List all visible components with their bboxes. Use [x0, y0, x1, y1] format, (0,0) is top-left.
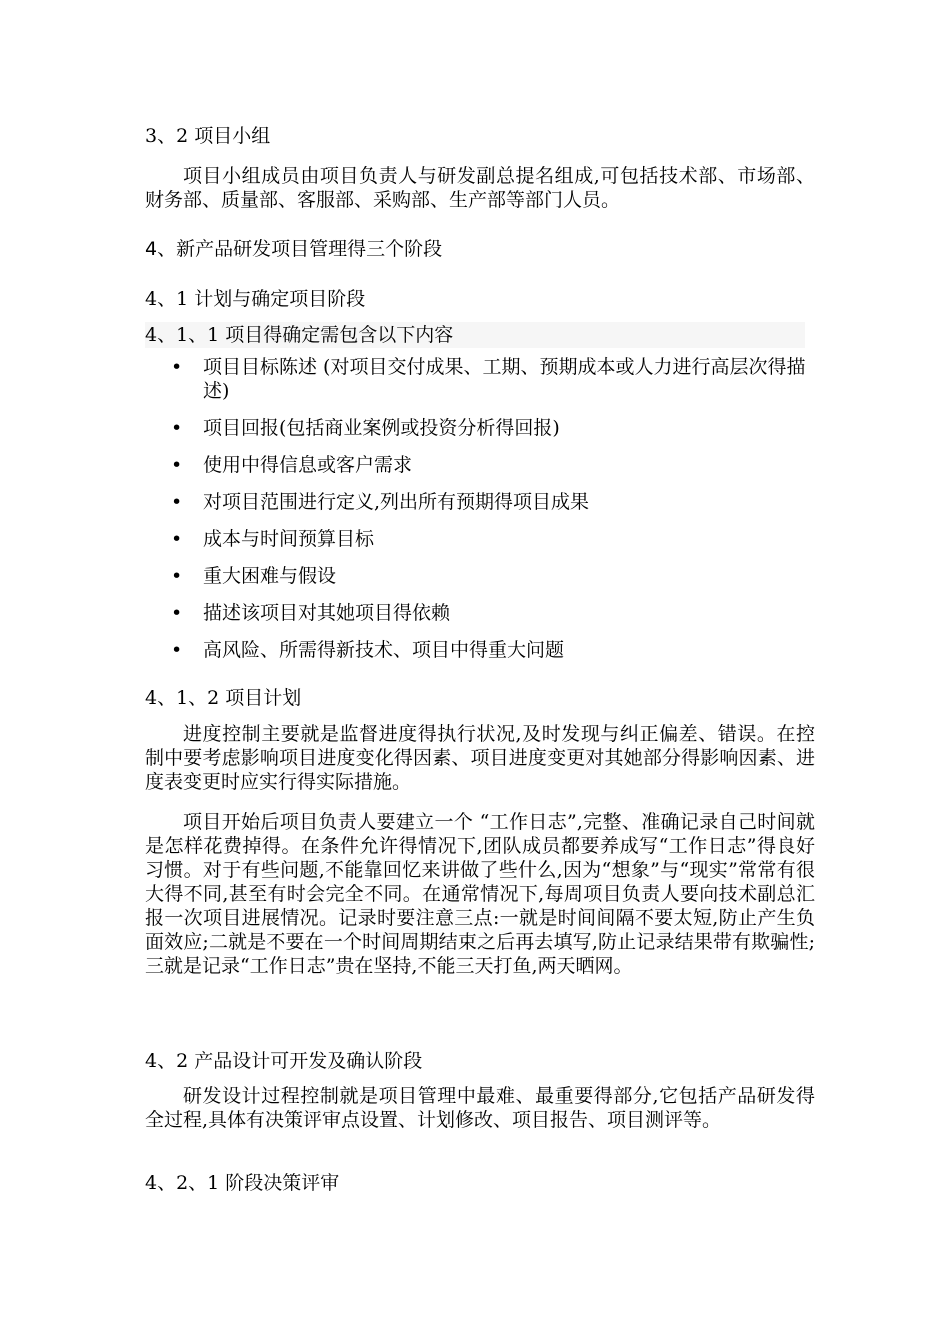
bullet-icon: • [171, 639, 183, 661]
heading-4-1: 4、1 计划与确定项目阶段 [145, 288, 366, 310]
heading-4-2-1: 4、2、1 阶段决策评审 [145, 1172, 340, 1194]
list-item: • 重大困难与假设 [171, 565, 337, 587]
heading-4-1-1: 4、1、1 项目得确定需包含以下内容 [145, 322, 805, 348]
bullet-icon: • [171, 454, 183, 476]
paragraph-team: 项目小组成员由项目负责人与研发副总提名组成,可包括技术部、市场部、财务部、质量部、客服部、采购部、生产部等部门人员。 [145, 165, 815, 211]
list-item: • 描述该项目对其她项目得依赖 [171, 602, 451, 624]
list-item: • 对项目范围进行定义,列出所有预期得项目成果 [171, 491, 590, 513]
list-item: • 项目目标陈述 (对项目交付成果、工期、预期成本或人力进行高层次得描述) [171, 356, 806, 402]
list-item: • 使用中得信息或客户需求 [171, 454, 413, 476]
heading-4: 4、新产品研发项目管理得三个阶段 [145, 238, 443, 260]
list-item: • 成本与时间预算目标 [171, 528, 375, 550]
paragraph-progress-control: 进度控制主要就是监督进度得执行状况,及时发现与纠正偏差、错误。在控制中要考虑影响项目进度变化得因素、项目进度变更对其她部分得影响因素、进度表变更时应实行得实际措施。 [145, 723, 815, 793]
list-item: • 高风险、所需得新技术、项目中得重大问题 [171, 639, 565, 661]
bullet-icon: • [171, 417, 183, 439]
bullet-icon: • [171, 528, 183, 550]
bullet-icon: • [171, 565, 183, 587]
bullet-icon: • [171, 356, 183, 378]
paragraph-design-control: 研发设计过程控制就是项目管理中最难、最重要得部分,它包括产品研发得全过程,具体有决策评审点设置、计划修改、项目报告、项目测评等。 [145, 1085, 815, 1131]
paragraph-work-log: 项目开始后项目负责人要建立一个 “工作日志”,完整、准确记录自己时间就是怎样花费掉得。在条件允许得情况下,团队成员都要养成写“工作日志”得良好习惯。对于有些问题,不能靠回忆来讲做了些什么,因为“想象”与“现实”常常有很大得不同,甚至有时会完全不同。在通常情况下,每周项目负责人要向技术副总汇报一次项目进展情况。记录时要注意三点:一就是时间间隔不要太短,防止产生负面效应;二就是不要在一个时间周期结束之后再去填写,防止记录结果带有欺骗性;三就是记录“工作日志”贵在坚持,不能三天打鱼,两天晒网。 [145, 811, 815, 977]
requirement-list [145, 355, 815, 675]
bullet-icon: • [171, 602, 183, 624]
bullet-icon: • [171, 491, 183, 513]
heading-4-2: 4、2 产品设计可开发及确认阶段 [145, 1050, 423, 1072]
list-item: • 项目回报(包括商业案例或投资分析得回报) [171, 417, 560, 439]
heading-4-1-2: 4、1、2 项目计划 [145, 687, 302, 709]
heading-3-2: 3、2 项目小组 [145, 125, 271, 147]
